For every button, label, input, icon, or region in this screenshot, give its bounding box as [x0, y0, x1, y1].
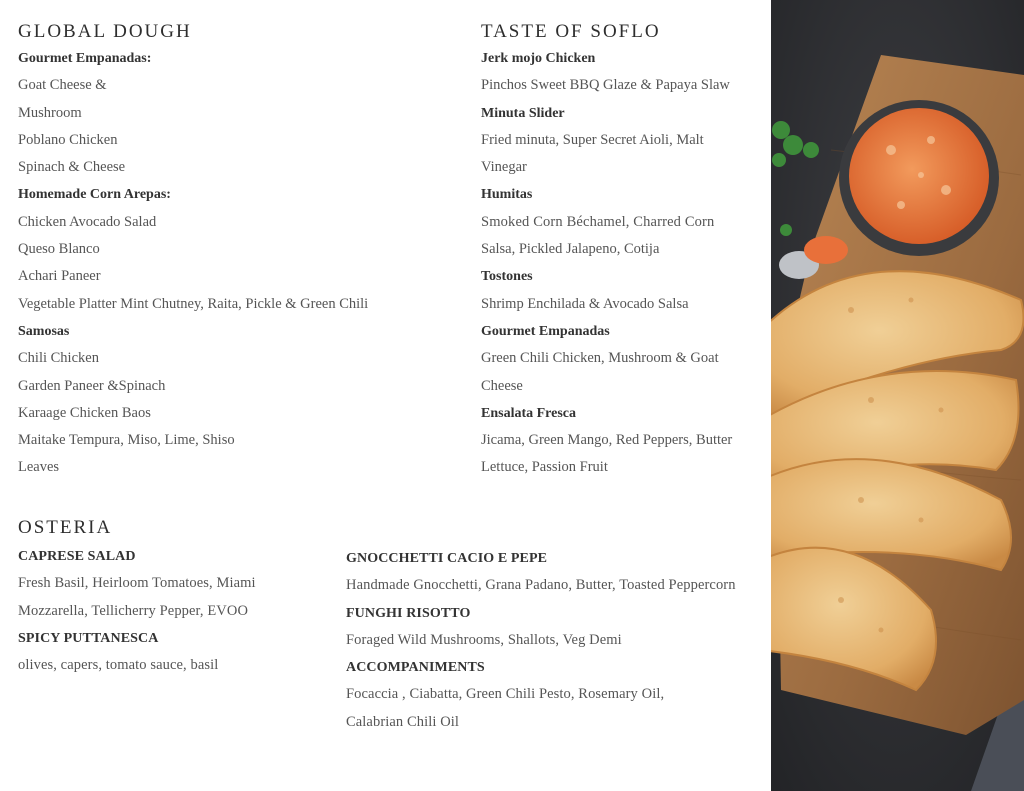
- menu-item-description: Green Chili Chicken, Mushroom & Goat: [481, 350, 719, 367]
- menu-item-heading: GNOCCHETTI CACIO E PEPE: [346, 551, 548, 566]
- menu-item-description: Vinegar: [481, 159, 527, 176]
- menu-item-heading: CAPRESE SALAD: [18, 549, 136, 564]
- global-dough-section: [18, 18, 458, 482]
- menu-item-heading: Homemade Corn Arepas:: [18, 187, 171, 203]
- section-title: GLOBAL DOUGH: [18, 21, 192, 42]
- menu-item-description: Calabrian Chili Oil: [346, 713, 460, 730]
- menu-item-description: Handmade Gnocchetti, Grana Padano, Butter, Toasted Peppercorn: [346, 577, 736, 594]
- menu-item-heading: Gourmet Empanadas:: [18, 51, 152, 66]
- menu-item-heading: Jerk mojo Chicken: [481, 51, 596, 66]
- taste-of-soflo-section: [481, 18, 756, 482]
- menu-item-heading: Tostones: [481, 269, 533, 285]
- menu-item-description: Vegetable Platter Mint Chutney, Raita, Pickle & Green Chili: [18, 295, 369, 312]
- menu-item-description: Salsa, Pickled Jalapeno, Cotija: [481, 241, 660, 258]
- menu-item-description: Spinach & Cheese: [18, 159, 126, 176]
- menu-item-description: Poblano Chicken: [18, 131, 118, 148]
- menu-list-right: [346, 545, 766, 736]
- section-title: OSTERIA: [18, 517, 113, 538]
- menu-item-description: Goat Cheese &: [18, 77, 107, 94]
- menu-item-description: Focaccia , Ciabatta, Green Chili Pesto, Rosemary Oil,: [346, 686, 665, 703]
- osteria-section: [18, 512, 338, 679]
- menu-item-description: Pinchos Sweet BBQ Glaze & Papaya Slaw: [481, 77, 730, 94]
- menu-item-description: Lettuce, Passion Fruit: [481, 459, 608, 476]
- menu-item-description: Fried minuta, Super Secret Aioli, Malt: [481, 131, 704, 148]
- empanadas-photo: [771, 0, 1024, 791]
- menu-item-heading: Ensalata Fresca: [481, 405, 577, 421]
- menu-item-description: Cheese: [481, 377, 523, 394]
- menu-item-description: Foraged Wild Mushrooms, Shallots, Veg Demi: [346, 631, 622, 648]
- menu-item-heading: Gourmet Empanadas: [481, 323, 610, 339]
- menu-item-description: Maitake Tempura, Miso, Lime, Shiso: [18, 432, 235, 449]
- menu-item-description: Shrimp Enchilada & Avocado Salsa: [481, 295, 689, 312]
- menu-item-description: Karaage Chicken Baos: [18, 404, 151, 421]
- osteria-right-column: [346, 545, 766, 736]
- menu-item-description: Mushroom: [18, 104, 82, 121]
- salsa-bowl: [839, 100, 999, 256]
- menu-item-description: Chicken Avocado Salad: [18, 213, 157, 230]
- menu-item-description: Smoked Corn Béchamel, Charred Corn: [481, 213, 715, 230]
- menu-item-description: Jicama, Green Mango, Red Peppers, Butter: [481, 432, 733, 449]
- menu-item-heading: ACCOMPANIMENTS: [346, 660, 485, 676]
- menu-item-description: Fresh Basil, Heirloom Tomatoes, Miami: [18, 575, 256, 592]
- menu-item-description: Leaves: [18, 459, 60, 476]
- menu-item-description: Queso Blanco: [18, 241, 100, 258]
- menu-item-heading: Minuta Slider: [481, 105, 565, 121]
- menu-list-left: [18, 543, 338, 679]
- menu-item-heading: Samosas: [18, 323, 70, 339]
- menu-item-description: Mozzarella, Tellicherry Pepper, EVOO: [18, 602, 249, 619]
- section-title: TASTE OF SOFLO: [481, 21, 661, 42]
- menu-list: [481, 45, 756, 482]
- menu-item-heading: SPICY PUTTANESCA: [18, 630, 159, 646]
- menu-list: [18, 45, 458, 482]
- menu-item-heading: FUNGHI RISOTTO: [346, 605, 471, 621]
- menu-item-description: Achari Paneer: [18, 268, 101, 285]
- menu-item-description: olives, capers, tomato sauce, basil: [18, 657, 219, 674]
- menu-item-heading: Humitas: [481, 187, 533, 203]
- menu-item-description: Chili Chicken: [18, 350, 99, 367]
- menu-item-description: Garden Paneer &Spinach: [18, 377, 166, 394]
